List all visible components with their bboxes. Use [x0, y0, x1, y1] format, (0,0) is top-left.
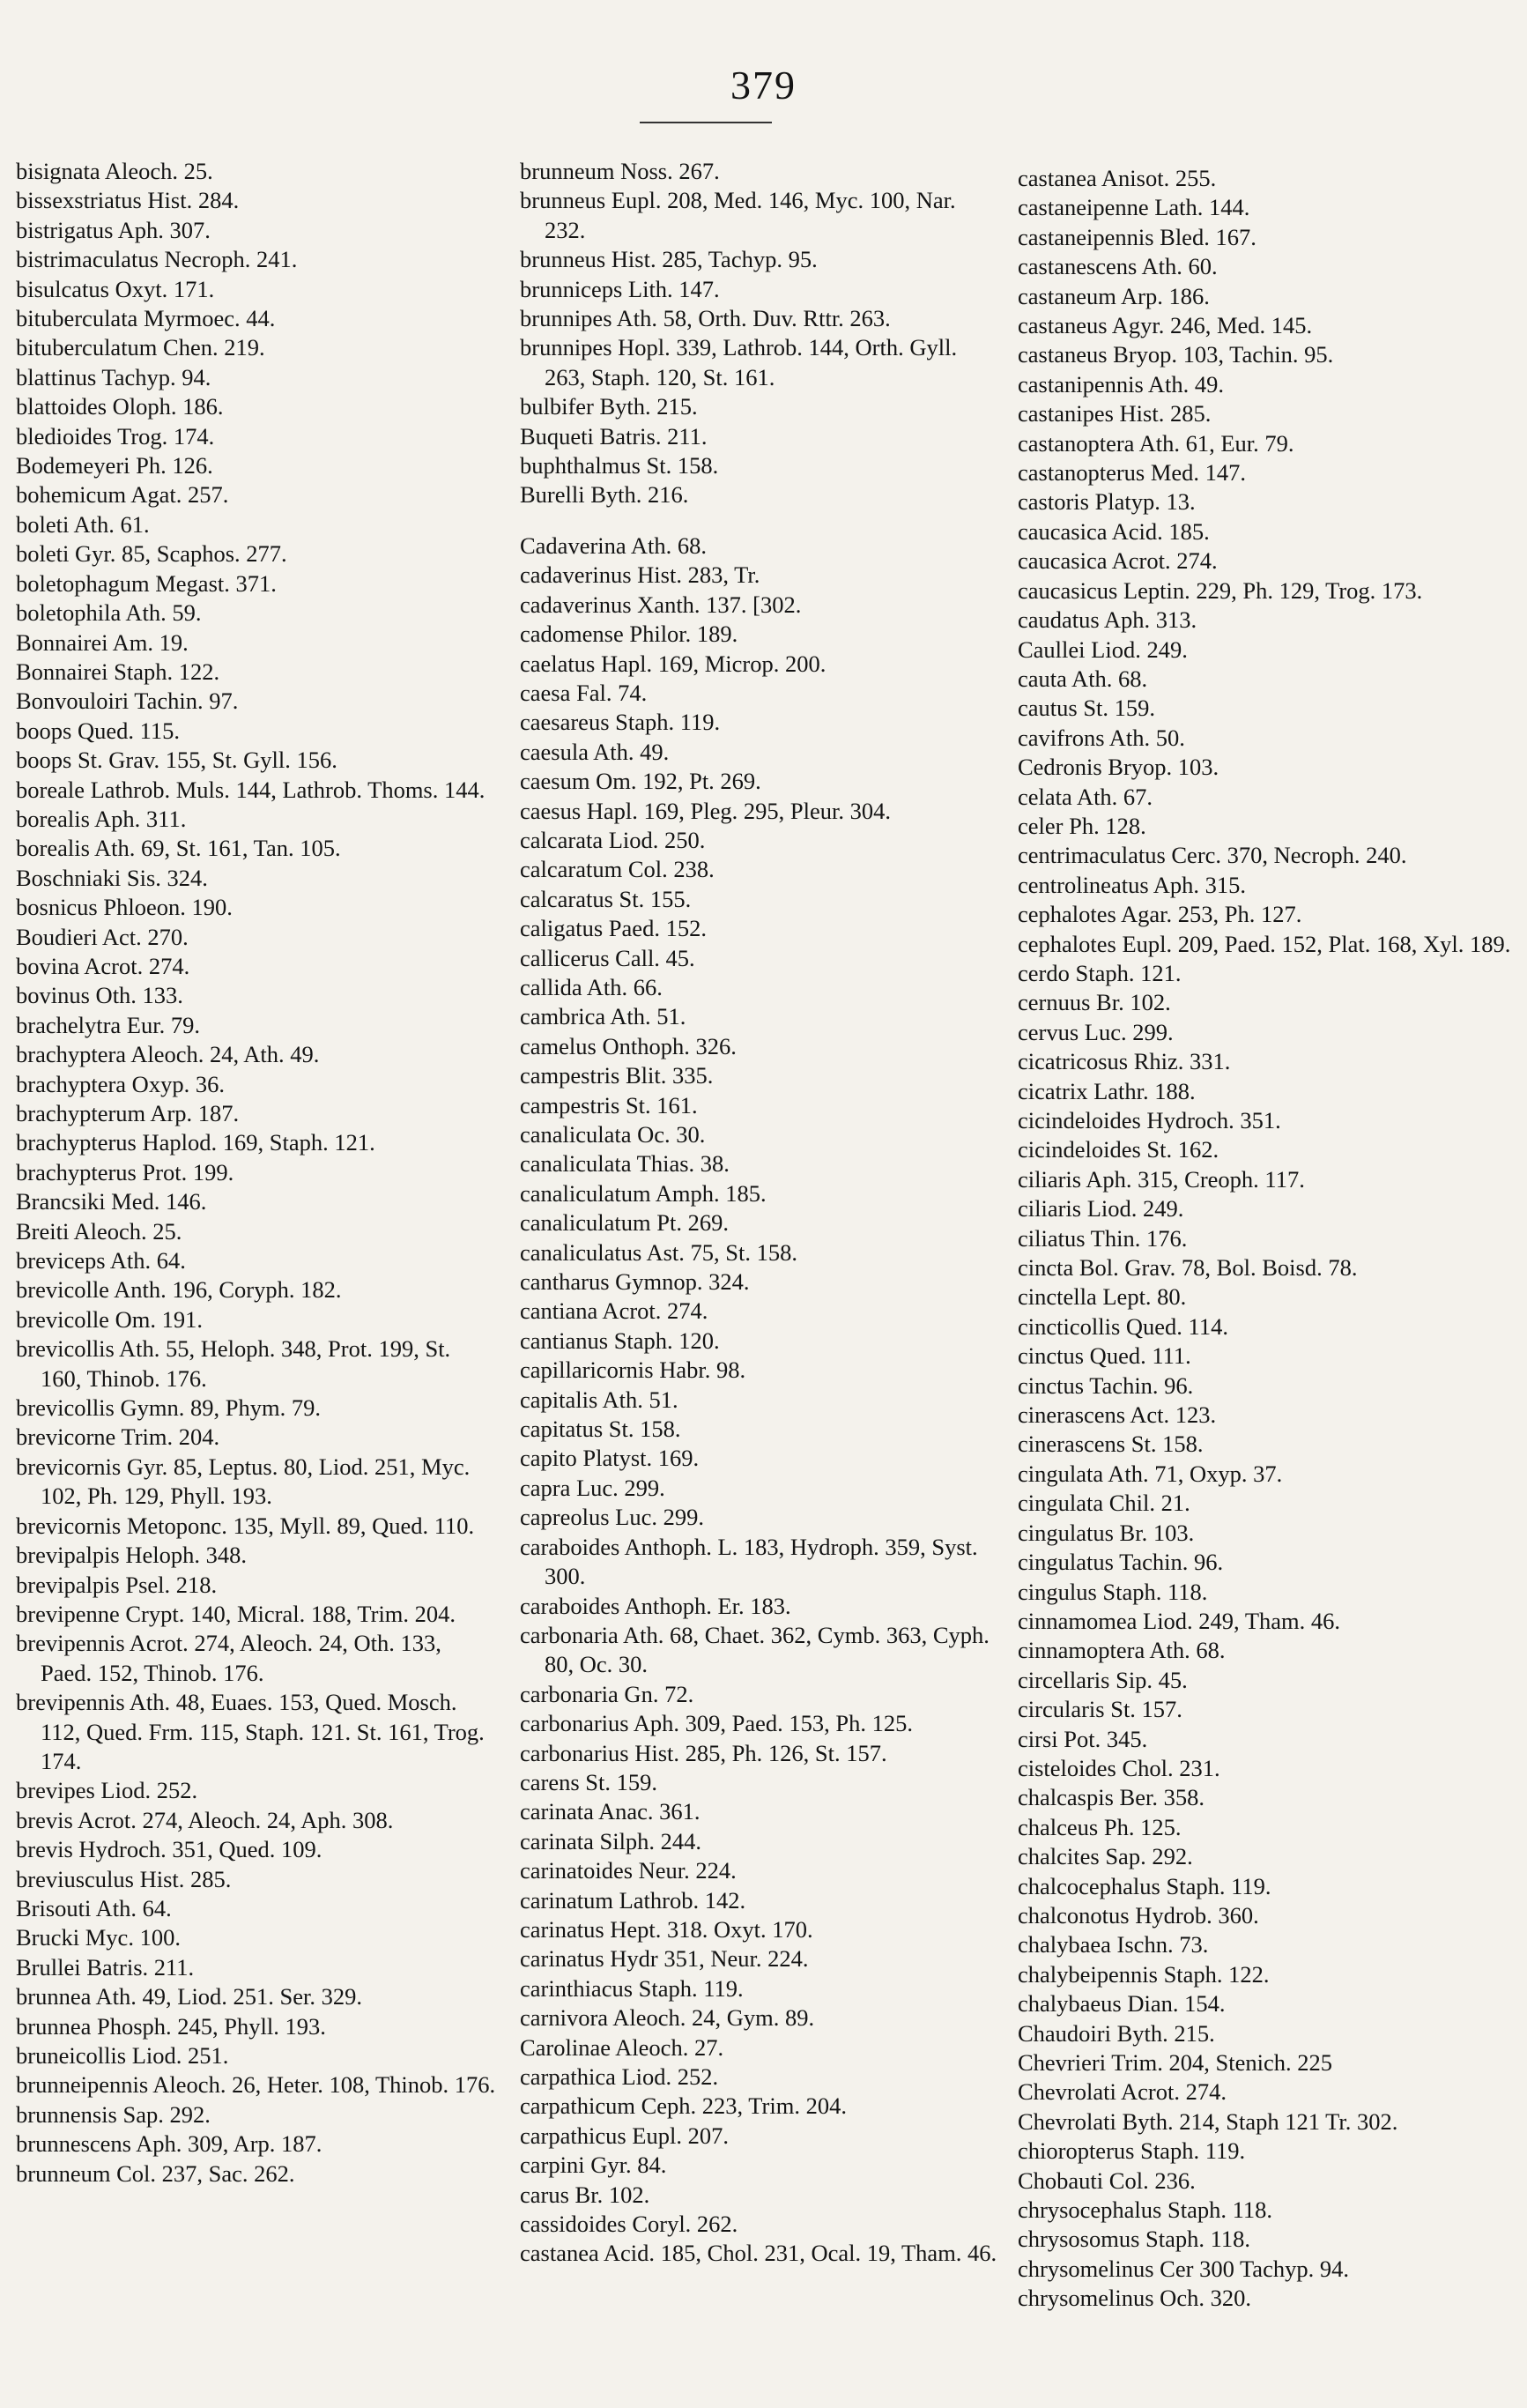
index-entry: capito Platyst. 169. — [520, 1445, 700, 1472]
index-entry: celer Ph. 128. — [1018, 812, 1146, 839]
index-entry: ciliaris Liod. 249. — [1018, 1195, 1184, 1223]
index-entry: brevipennis Acrot. 274, Aleoch. 24, Oth. 133, Paed. 152, Thinob. 176. — [16, 1630, 441, 1686]
index-entry: cernuus Br. 102. — [1018, 989, 1171, 1016]
index-entry: cambrica Ath. 51. — [520, 1003, 686, 1030]
index-entry: ciliatus Thin. 176. — [1018, 1224, 1188, 1252]
index-entry: celata Ath. 67. — [1018, 783, 1153, 810]
index-entry: chioropterus Staph. 119. — [1018, 2137, 1246, 2165]
section-gap — [520, 510, 1000, 531]
index-entry: chalconotus Hydrob. 360. — [1018, 1901, 1259, 1929]
index-entry: brunnea Ath. 49, Liod. 251. Ser. 329. — [16, 1983, 363, 2010]
index-entry: Chaudoiri Byth. 215. — [1018, 2019, 1215, 2047]
index-entry: brachyptera Aleoch. 24, Ath. 49. — [16, 1041, 320, 1068]
index-entry: cisteloides Chol. 231. — [1018, 1754, 1220, 1781]
index-entry: cadomense Philor. 189. — [520, 621, 738, 648]
index-entry: cinerascens St. 158. — [1018, 1431, 1204, 1458]
index-entry: Chevrieri Trim. 204, Stenich. 225 — [1018, 2049, 1333, 2076]
index-entry: caesula Ath. 49. — [520, 738, 670, 765]
index-entry: cincticollis Qued. 114. — [1018, 1312, 1228, 1340]
index-entry: Breiti Aleoch. 25. — [16, 1217, 182, 1245]
index-entry: carbonarius Hist. 285, Ph. 126, St. 157. — [520, 1739, 887, 1766]
index-entry: blattinus Tachyp. 94. — [16, 363, 211, 390]
index-entry: centrimaculatus Cerc. 370, Necroph. 240. — [1018, 842, 1407, 869]
index-column-3 — [1018, 164, 1511, 2314]
index-entry: carus Br. 102. — [520, 2181, 650, 2208]
index-entry: brunneipennis Aleoch. 26, Heter. 108, Thinob. 176. — [16, 2071, 496, 2099]
index-entry: brunnensis Sap. 292. — [16, 2100, 211, 2128]
index-entry: bituberculatum Chen. 219. — [16, 334, 265, 361]
index-entry: canaliculatum Pt. 269. — [520, 1209, 729, 1237]
index-entry: carpathicus Eupl. 207. — [520, 2122, 729, 2149]
index-entry: carbonaria Gn. 72. — [520, 1680, 694, 1707]
index-entry: Brullei Batris. 211. — [16, 1953, 195, 1981]
index-entry: Bonvouloiri Tachin. 97. — [16, 687, 239, 715]
index-entry: brunnipes Ath. 58, Orth. Duv. Rttr. 263. — [520, 305, 891, 332]
index-entry: brevis Acrot. 274, Aleoch. 24, Aph. 308. — [16, 1806, 394, 1833]
index-entry: chrysomelinus Cer 300 Tachyp. 94. — [1018, 2255, 1349, 2282]
index-entry: cingulatus Tachin. 96. — [1018, 1549, 1224, 1576]
index-column-1 — [16, 157, 496, 2189]
index-entry: cantharus Gymnop. 324. — [520, 1268, 750, 1296]
index-entry: castaneus Agyr. 246, Med. 145. — [1018, 312, 1313, 339]
index-entry: circellaris Sip. 45. — [1018, 1666, 1188, 1693]
index-entry: cadaverinus Xanth. 137. [302. — [520, 591, 802, 618]
index-entry: boletophagum Megast. 371. — [16, 569, 277, 597]
index-entry: Bonnairei Staph. 122. — [16, 658, 220, 685]
index-entry: cerdo Staph. 121. — [1018, 959, 1182, 986]
index-entry: bovina Acrot. 274. — [16, 952, 190, 979]
index-entry: cinctella Lept. 80. — [1018, 1283, 1187, 1311]
index-entry: boops Qued. 115. — [16, 717, 180, 744]
index-entry: brevipennis Ath. 48, Euaes. 153, Qued. Mosch. 112, Qued. Frm. 115, Staph. 121. St. 161, Trog. 174. — [16, 1689, 485, 1774]
index-entry: brunnipes Hopl. 339, Lathrob. 144, Orth. Gyll. 263, Staph. 120, St. 161. — [520, 334, 958, 390]
index-entry: castanopterus Med. 147. — [1018, 459, 1247, 487]
index-column-2 — [520, 157, 1000, 2269]
index-entry: blattoides Oloph. 186. — [16, 393, 224, 420]
index-entry: bisignata Aleoch. 25. — [16, 158, 213, 184]
index-entry: Burelli Byth. 216. — [520, 481, 689, 509]
index-entry: brevis Hydroch. 351, Qued. 109. — [16, 1836, 322, 1863]
index-entry: caucasica Acrot. 274. — [1018, 547, 1218, 575]
index-entry: castaneipenne Lath. 144. — [1018, 194, 1250, 221]
index-entry: cavifrons Ath. 50. — [1018, 724, 1185, 751]
index-entry: Boschniaki Sis. 324. — [16, 864, 208, 891]
index-entry: caucasicus Leptin. 229, Ph. 129, Trog. 173. — [1018, 576, 1423, 604]
index-entry: boletophila Ath. 59. — [16, 599, 202, 627]
index-entry: campestris St. 161. — [520, 1091, 698, 1119]
index-entry: brunneum Col. 237, Sac. 262. — [16, 2159, 295, 2187]
index-entry: cicindeloides Hydroch. 351. — [1018, 1107, 1281, 1133]
index-entry: circularis St. 157. — [1018, 1696, 1182, 1723]
index-entry: chalybaea Ischn. 73. — [1018, 1931, 1209, 1958]
index-entry: Cedronis Bryop. 103. — [1018, 754, 1219, 781]
index-entry: breviceps Ath. 64. — [16, 1247, 186, 1275]
index-entry: brevicollis Gymn. 89, Phym. 79. — [16, 1394, 321, 1422]
index-entry: carinata Anac. 361. — [520, 1798, 700, 1825]
index-entry: Chevrolati Byth. 214, Staph 121 Tr. 302. — [1018, 2107, 1398, 2135]
index-entry: cincta Bol. Grav. 78, Bol. Boisd. 78. — [1018, 1254, 1358, 1282]
index-entry: cingulatus Br. 103. — [1018, 1519, 1195, 1546]
index-entry: capillaricornis Habr. 98. — [520, 1356, 746, 1384]
index-entry: canaliculata Oc. 30. — [520, 1121, 706, 1148]
index-entry: callida Ath. 66. — [520, 973, 663, 1000]
index-entry: capra Luc. 299. — [520, 1474, 665, 1501]
index-entry: bruneicollis Liod. 251. — [16, 2042, 229, 2069]
index-entry: campestris Blit. 335. — [520, 1062, 714, 1089]
index-entry: brevicolle Anth. 196, Coryph. 182. — [16, 1276, 342, 1304]
index-entry: cirsi Pot. 345. — [1018, 1725, 1148, 1752]
index-entry: brunniceps Lith. 147. — [520, 275, 720, 302]
index-entry: brunnescens Aph. 309, Arp. 187. — [16, 2130, 322, 2158]
index-entry: carinatus Hydr 351, Neur. 224. — [520, 1945, 809, 1973]
index-entry: brevipalpis Psel. 218. — [16, 1571, 218, 1598]
index-entry: capitatus St. 158. — [520, 1416, 681, 1443]
index-entry: caligatus Paed. 152. — [520, 915, 707, 942]
index-entry: brunneus Eupl. 208, Med. 146, Myc. 100, Nar. 232. — [520, 187, 956, 243]
index-entry: brunneum Noss. 267. — [520, 158, 720, 184]
index-entry: brachyptera Oxyp. 36. — [16, 1070, 225, 1097]
index-entry: Buqueti Batris. 211. — [520, 422, 708, 450]
index-entry: ciliaris Aph. 315, Creoph. 117. — [1018, 1165, 1305, 1193]
index-entry: breviusculus Hist. 285. — [16, 1865, 232, 1892]
index-entry: Caullei Liod. 249. — [1018, 635, 1188, 663]
index-entry: brevicornis Metoponc. 135, Myll. 89, Qued. 110. — [16, 1512, 475, 1539]
index-entry: castanea Acid. 185, Chol. 231, Ocal. 19, Tham. 46. — [520, 2240, 997, 2267]
index-entry: borealis Ath. 69, St. 161, Tan. 105. — [16, 835, 341, 862]
index-entry: Brancsiki Med. 146. — [16, 1188, 207, 1215]
index-entry: cicindeloides St. 162. — [1018, 1136, 1219, 1163]
index-entry: centrolineatus Aph. 315. — [1018, 871, 1247, 898]
index-entry: caraboides Anthoph. Er. 183. — [520, 1592, 791, 1619]
index-entry: caesus Hapl. 169, Pleg. 295, Pleur. 304. — [520, 797, 892, 824]
index-entry: camelus Onthoph. 326. — [520, 1032, 737, 1059]
index-entry: cadaverinus Hist. 283, Tr. — [520, 561, 760, 589]
index-entry: cicatrix Lathr. 188. — [1018, 1077, 1196, 1104]
index-entry: canaliculatus Ast. 75, St. 158. — [520, 1238, 798, 1266]
index-entry: caesum Om. 192, Pt. 269. — [520, 768, 761, 795]
index-entry: brevipenne Crypt. 140, Micral. 188, Trim. 204. — [16, 1600, 456, 1627]
index-entry: borealis Aph. 311. — [16, 805, 187, 832]
index-entry: castanea Anisot. 255. — [1018, 165, 1217, 191]
index-entry: bulbifer Byth. 215. — [520, 393, 698, 420]
index-entry: chalceus Ph. 125. — [1018, 1813, 1182, 1840]
index-entry: brunnea Phosph. 245, Phyll. 193. — [16, 2012, 326, 2040]
index-entry: Cadaverina Ath. 68. — [520, 531, 707, 559]
index-entry: brevipes Liod. 252. — [16, 1777, 198, 1804]
index-entry: carinthiacus Staph. 119. — [520, 1974, 744, 2002]
index-entry: Carolinae Aleoch. 27. — [520, 2033, 724, 2061]
index-entry: brevicorne Trim. 204. — [16, 1423, 220, 1451]
index-entry: caesareus Staph. 119. — [520, 709, 721, 736]
header-rule — [640, 122, 772, 123]
index-entry: chalcaspis Ber. 358. — [1018, 1784, 1205, 1811]
index-entry: brachypterus Haplod. 169, Staph. 121. — [16, 1129, 375, 1156]
index-entry: brevicornis Gyr. 85, Leptus. 80, Liod. 251, Myc. 102, Ph. 129, Phyll. 193. — [16, 1453, 471, 1510]
index-entry: castanipes Hist. 285. — [1018, 400, 1212, 427]
index-entry: chrysosomus Staph. 118. — [1018, 2226, 1251, 2253]
index-entry: brachypterum Arp. 187. — [16, 1100, 240, 1126]
page-number: 379 — [730, 63, 797, 108]
index-entry: brevipalpis Heloph. 348. — [16, 1542, 248, 1569]
index-entry: carpathicum Ceph. 223, Trim. 204. — [520, 2092, 847, 2120]
index-entry: bituberculata Myrmoec. 44. — [16, 305, 276, 332]
index-entry: chalybeipennis Staph. 122. — [1018, 1960, 1270, 1988]
index-entry: bisulcatus Oxyt. 171. — [16, 275, 215, 302]
index-entry: Chobauti Col. 236. — [1018, 2166, 1196, 2194]
index-entry: caesa Fal. 74. — [520, 679, 648, 706]
index-entry: cephalotes Agar. 253, Ph. 127. — [1018, 901, 1302, 928]
index-entry: callicerus Call. 45. — [520, 944, 695, 971]
index-entry: Bodemeyeri Ph. 126. — [16, 452, 213, 479]
index-entry: cauta Ath. 68. — [1018, 665, 1148, 692]
index-entry: bohemicum Agat. 257. — [16, 481, 229, 509]
index-entry: bovinus Oth. 133. — [16, 982, 183, 1009]
index-entry: brevicolle Om. 191. — [16, 1305, 203, 1333]
index-entry: bistrimaculatus Necroph. 241. — [16, 246, 298, 273]
index-entry: cinnamomea Liod. 249, Tham. 46. — [1018, 1607, 1341, 1634]
index-entry: castanipennis Ath. 49. — [1018, 370, 1225, 398]
index-entry: chalybaeus Dian. 154. — [1018, 1990, 1226, 2018]
index-entry: cingulata Chil. 21. — [1018, 1490, 1190, 1517]
index-entry: cautus St. 159. — [1018, 695, 1156, 722]
index-entry: bledioides Trog. 174. — [16, 422, 215, 450]
index-entry: cicatricosus Rhiz. 331. — [1018, 1048, 1231, 1075]
index-entry: cinctus Qued. 111. — [1018, 1342, 1191, 1370]
index-entry: Chevrolati Acrot. 274. — [1018, 2078, 1227, 2106]
index-entry: cingulata Ath. 71, Oxyp. 37. — [1018, 1460, 1283, 1487]
index-entry: calcarata Liod. 250. — [520, 826, 706, 853]
index-entry: castaneus Bryop. 103, Tachin. 95. — [1018, 341, 1334, 368]
index-entry: caraboides Anthoph. L. 183, Hydroph. 359, Syst. 300. — [520, 1533, 978, 1590]
index-entry: carinatum Lathrob. 142. — [520, 1886, 746, 1914]
index-entry: carnivora Aleoch. 24, Gym. 89. — [520, 2004, 815, 2032]
index-entry: boleti Gyr. 85, Scaphos. 277. — [16, 540, 287, 568]
index-entry: chalcocephalus Staph. 119. — [1018, 1872, 1271, 1899]
index-entry: calcaratus St. 155. — [520, 885, 692, 912]
index-entry: brachelytra Eur. 79. — [16, 1011, 200, 1038]
index-entry: caelatus Hapl. 169, Microp. 200. — [520, 650, 827, 677]
index-entry: Bonnairei Am. 19. — [16, 628, 189, 656]
index-entry: boreale Lathrob. Muls. 144, Lathrob. Thoms. 144. — [16, 776, 486, 803]
index-entry: castanoptera Ath. 61, Eur. 79. — [1018, 429, 1294, 457]
index-entry: buphthalmus St. 158. — [520, 452, 719, 479]
index-entry: boleti Ath. 61. — [16, 510, 150, 538]
index-entry: chalcites Sap. 292. — [1018, 1843, 1193, 1870]
index-entry: bosnicus Phloeon. 190. — [16, 894, 233, 921]
index-entry: castaneum Arp. 186. — [1018, 282, 1210, 309]
index-entry: capreolus Luc. 299. — [520, 1504, 704, 1531]
index-entry: castanescens Ath. 60. — [1018, 253, 1218, 280]
index-entry: carens St. 159. — [520, 1768, 658, 1795]
index-entry: cinnamoptera Ath. 68. — [1018, 1637, 1226, 1664]
index-entry: cephalotes Eupl. 209, Paed. 152, Plat. 168, Xyl. 189. — [1018, 930, 1511, 957]
index-entry: chrysocephalus Staph. 118. — [1018, 2196, 1272, 2224]
index-entry: cassidoides Coryl. 262. — [520, 2211, 738, 2238]
index-entry: carinata Silph. 244. — [520, 1827, 702, 1854]
index-entry: cingulus Staph. 118. — [1018, 1578, 1208, 1605]
index-entry: cervus Luc. 299. — [1018, 1018, 1174, 1045]
index-entry: cinctus Tachin. 96. — [1018, 1371, 1194, 1399]
index-entry: cinerascens Act. 123. — [1018, 1401, 1217, 1429]
index-entry: bistrigatus Aph. 307. — [16, 216, 211, 243]
index-entry: carinatoides Neur. 224. — [520, 1857, 737, 1884]
index-entry: brachypterus Prot. 199. — [16, 1158, 234, 1185]
index-entry: caucasica Acid. 185. — [1018, 517, 1210, 545]
index-entry: calcaratum Col. 238. — [520, 856, 715, 883]
index-entry: brevicollis Ath. 55, Heloph. 348, Prot. 199, St. 160, Thinob. 176. — [16, 1335, 451, 1392]
index-entry: castaneipennis Bled. 167. — [1018, 223, 1256, 250]
index-entry: bissexstriatus Hist. 284. — [16, 187, 240, 214]
index-entry: canaliculata Thias. 38. — [520, 1150, 730, 1178]
index-entry: carbonaria Ath. 68, Chaet. 362, Cymb. 363, Cyph. 80, Oc. 30. — [520, 1621, 990, 1678]
index-entry: chrysomelinus Och. 320. — [1018, 2285, 1251, 2312]
index-entry: Brucki Myc. 100. — [16, 1924, 181, 1951]
index-entry: cantianus Staph. 120. — [520, 1327, 720, 1354]
index-entry: Brisouti Ath. 64. — [16, 1894, 172, 1921]
index-entry: canaliculatum Amph. 185. — [520, 1179, 767, 1207]
index-entry: carbonarius Aph. 309, Paed. 153, Ph. 125. — [520, 1710, 914, 1737]
index-entry: carpathica Liod. 252. — [520, 2063, 719, 2090]
index-entry: capitalis Ath. 51. — [520, 1386, 678, 1413]
index-entry: carinatus Hept. 318. Oxyt. 170. — [520, 1915, 813, 1943]
index-entry: castoris Platyp. 13. — [1018, 488, 1196, 516]
index-entry: carpini Gyr. 84. — [520, 2152, 667, 2179]
index-entry: brunneus Hist. 285, Tachyp. 95. — [520, 246, 818, 273]
index-entry: boops St. Grav. 155, St. Gyll. 156. — [16, 747, 337, 774]
index-entry: Boudieri Act. 270. — [16, 923, 189, 950]
index-entry: caudatus Aph. 313. — [1018, 606, 1197, 634]
index-entry: cantiana Acrot. 274. — [520, 1297, 708, 1325]
